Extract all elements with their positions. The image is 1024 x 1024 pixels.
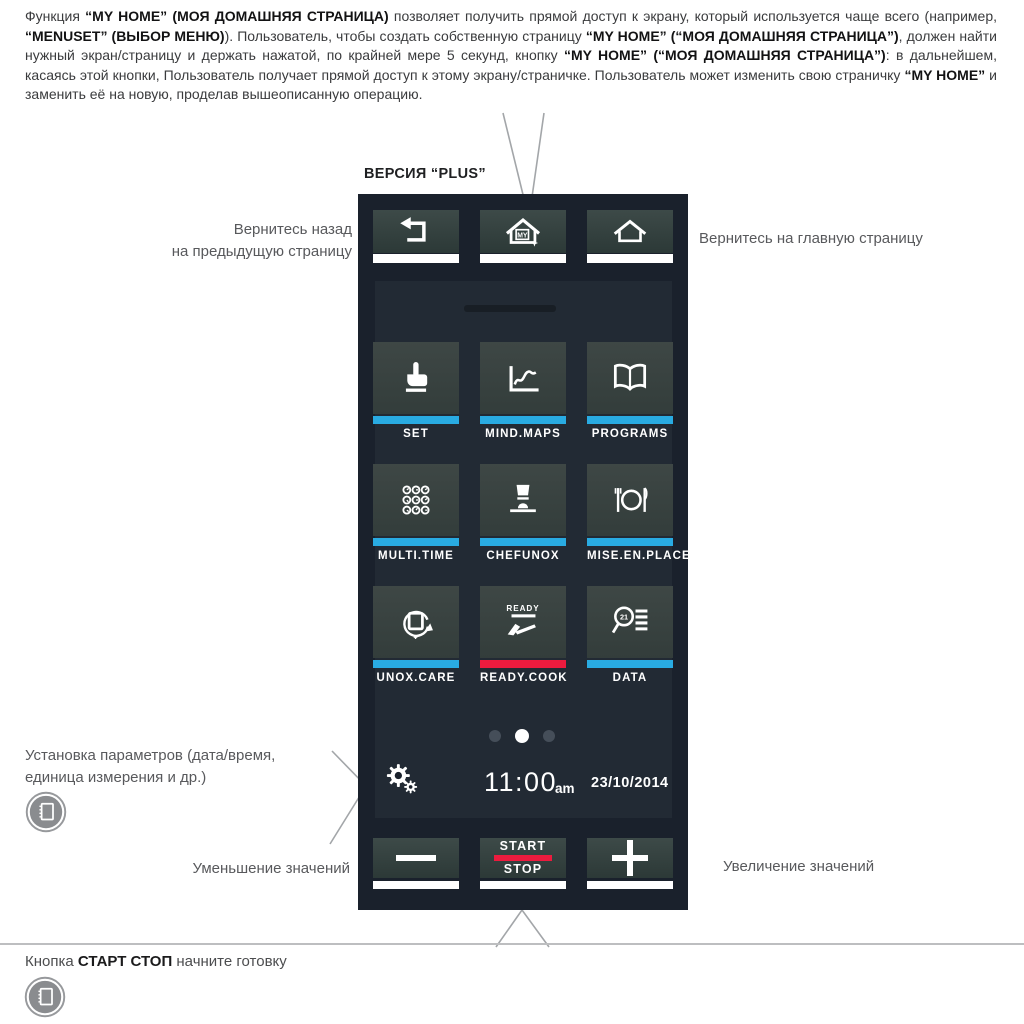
tile-underline [480, 660, 566, 668]
tile-underline [587, 538, 673, 546]
minus-icon [396, 855, 436, 861]
open-book-icon [587, 342, 673, 414]
house-icon [587, 210, 673, 253]
line-chart-icon [480, 342, 566, 414]
tile-chefunox[interactable] [480, 464, 566, 562]
tile-mind-maps[interactable] [480, 342, 566, 440]
back-button[interactable] [373, 210, 459, 264]
tile-label: UNOX.CARE [376, 672, 456, 684]
tile-data[interactable] [587, 586, 673, 684]
start-label: START [499, 839, 547, 853]
key-underline [587, 254, 673, 263]
date-display: 23/10/2014 [591, 775, 669, 791]
return-arrow-icon [373, 210, 459, 253]
key-underline [587, 881, 673, 889]
plus-button[interactable] [587, 838, 673, 892]
tile-label: SET [403, 428, 429, 440]
settings-button[interactable] [382, 761, 422, 801]
faint-screen-text [464, 305, 556, 312]
annotation-back-line1: Вернитесь назад [233, 221, 352, 238]
annotation-decrease: Уменьшение значений [192, 860, 350, 877]
my-home-button[interactable] [480, 210, 566, 264]
tile-mise-en-place[interactable] [587, 464, 691, 562]
key-underline [373, 254, 459, 263]
booklet-circle-icon [25, 791, 67, 833]
data-21-text: 21 [619, 612, 629, 622]
intro-paragraph: Функция “MY HOME” (МОЯ ДОМАШНЯЯ СТРАНИЦА) позволяет получить прямой доступ к экрану, который используется чаще всего (например, “MENUSET” (ВЫБОР МЕНЮ)). Пользователь, чтобы создать собственную страницу “MY HOME” (“МОЯ ДОМАШНЯЯ СТРАНИЦА”), должен найти нужный экран/страницу и держать нажатой, по крайней мере 5 секунд, кнопку “MY HOME” (“МОЯ ДОМАШНЯЯ СТРАНИЦА”): в дальнейшем, касаясь этой кнопки, Пользователь получает прямой доступ к этому экрану/страничке. Пользователь может изменить свою страничку “MY HOME” и заменить её на новую, проделав вышеописанную операцию. [25, 8, 998, 102]
version-label: ВЕРСИЯ “PLUS” [364, 166, 486, 182]
tile-label: MIND.MAPS [485, 428, 561, 440]
tile-underline [480, 416, 566, 424]
tile-underline [480, 538, 566, 546]
tile-underline [373, 660, 459, 668]
magnifier-list-icon [587, 586, 673, 658]
clock-time: 11:00 [484, 767, 558, 797]
annotation-settings-line2: единица измерения и др.) [25, 769, 207, 786]
tile-label: DATA [612, 672, 648, 684]
annotation-home: Вернитесь на главную страницу [699, 230, 923, 247]
home-button[interactable] [587, 210, 673, 264]
ready-text: READY [506, 603, 540, 613]
annotation-settings [25, 745, 275, 789]
rotate-square-icon [373, 586, 459, 658]
tile-ready-cook[interactable] [480, 586, 566, 684]
key-underline [373, 881, 459, 889]
tile-label: CHEFUNOX [486, 550, 560, 562]
tile-programs[interactable] [587, 342, 673, 440]
stop-label: STOP [503, 862, 543, 876]
tile-underline [587, 660, 673, 668]
my-home-house-icon [480, 210, 566, 253]
minus-button[interactable] [373, 838, 459, 892]
key-underline [480, 881, 566, 889]
annotation-back-line2: на предыдущую страницу [171, 243, 352, 260]
hand-tray-icon [480, 586, 566, 658]
tile-multi-time[interactable] [373, 464, 459, 562]
plate-cutlery-icon [587, 464, 673, 536]
start-stop-button[interactable] [480, 838, 566, 892]
tile-unox-care[interactable] [373, 586, 459, 684]
oven-control-panel [358, 194, 691, 910]
star-icon [531, 239, 538, 246]
annotation-back [92, 219, 352, 263]
pager-dot-3[interactable] [543, 730, 555, 742]
tile-underline [373, 416, 459, 424]
my-badge: MY [517, 231, 528, 239]
chef-hat-icon [480, 464, 566, 536]
clock-grid-icon [373, 464, 459, 536]
tile-label: MISE.EN.PLACE [587, 550, 691, 562]
tile-label: MULTI.TIME [378, 550, 454, 562]
start-stop-red-bar [494, 855, 552, 861]
pager-dot-1[interactable] [489, 730, 501, 742]
tile-underline [373, 538, 459, 546]
tile-set[interactable] [373, 342, 459, 440]
pager-dot-2-active[interactable] [515, 729, 529, 743]
tile-label: READY.COOK [480, 672, 568, 684]
plus-icon [610, 838, 650, 878]
annotation-increase: Увеличение значений [723, 858, 875, 875]
clock-meridiem: am [555, 781, 575, 796]
tile-underline [587, 416, 673, 424]
booklet-circle-icon [24, 976, 66, 1018]
divider-line [0, 943, 1024, 945]
gears-icon [382, 761, 422, 801]
annotation-startstop: Кнопка СТАРТ СТОП начните готовку [25, 953, 287, 970]
annotation-settings-line1: Установка параметров (дата/время, [25, 747, 276, 764]
pointing-hand-icon [373, 342, 459, 414]
callout-startstop-caret [496, 910, 549, 947]
tile-label: PROGRAMS [591, 428, 669, 440]
key-underline [480, 254, 566, 263]
